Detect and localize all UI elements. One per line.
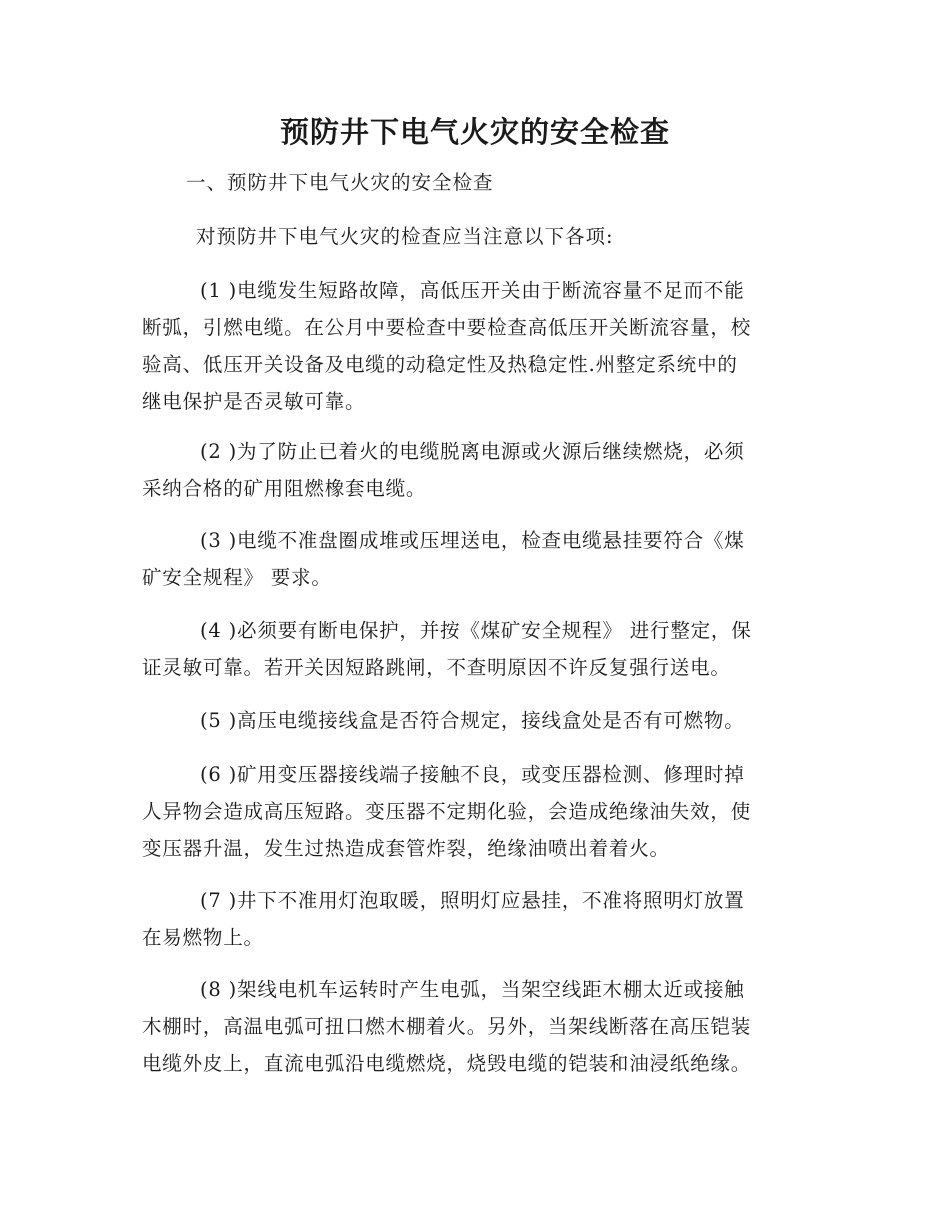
item-line: (5 )高压电缆接线盒是否符合规定，接线盒处是否有可燃物。 — [200, 709, 745, 732]
list-item-3 — [142, 522, 808, 596]
item-line: 断弧，引燃电缆。在公月中要检查中要检查高低压开关断流容量，校 — [142, 316, 752, 339]
item-line: 人异物会造成高压短路。变压器不定期化验，会造成绝缘油失效，使 — [142, 800, 752, 823]
item-line: (4 )必须要有断电保护，并按《煤矿安全规程》 进行整定，保 — [200, 619, 752, 642]
list-item-1 — [142, 272, 808, 420]
item-line: 电缆外皮上，直流电弧沿电缆燃烧，烧毁电缆的铠装和油浸纸绝缘。 — [142, 1052, 752, 1075]
item-line: 矿安全规程》 要求。 — [142, 566, 332, 589]
list-item-7 — [142, 882, 808, 956]
item-line: 采纳合格的矿用阻燃橡套电缆。 — [142, 477, 427, 500]
item-line: 木棚时，高温电弧可扭口燃木棚着火。另外，当架线断落在高压铠装 — [142, 1015, 752, 1038]
list-item-5 — [142, 702, 808, 739]
list-item-2 — [142, 433, 808, 507]
section-heading: 一、预防井下电气火灾的安全检查 — [186, 171, 494, 194]
list-item-6 — [142, 756, 808, 867]
item-line: (7 )井下不准用灯泡取暖，照明灯应悬挂，不准将照明灯放置 — [200, 889, 745, 912]
item-line: 继电保护是否灵敏可靠。 — [142, 390, 366, 413]
item-line: 验高、低压开关设备及电缆的动稳定性及热稳定性.州整定系统中的 — [142, 353, 738, 376]
list-item-4 — [142, 612, 808, 686]
item-line: (3 )电缆不准盘圈成堆或压埋送电，检查电缆悬挂要符合《煤 — [200, 529, 745, 552]
intro-paragraph: 对预防井下电气火灾的检查应当注意以下各项: — [196, 225, 614, 248]
item-line: (6 )矿用变压器接线端子接触不良，或变压器检测、修理时掉 — [200, 763, 745, 786]
document-title: 预防井下电气火灾的安全检查 — [279, 115, 670, 149]
item-line: 在易燃物上。 — [142, 926, 264, 949]
item-line: 变压器升温，发生过热造成套管炸裂，绝缘油喷出着着火。 — [142, 837, 670, 860]
item-line: (1 )电缆发生短路故障，高低压开关由于断流容量不足而不能 — [200, 279, 745, 302]
list-item-8 — [142, 971, 808, 1082]
item-line: (2 )为了防止已着火的电缆脱离电源或火源后继续燃烧，必须 — [200, 440, 745, 463]
item-line: 证灵敏可靠。若开关因短路跳闸，不查明原因不许反复强行送电。 — [142, 656, 731, 679]
item-line: (8 )架线电机车运转时产生电弧，当架空线距木棚太近或接触 — [200, 978, 745, 1001]
